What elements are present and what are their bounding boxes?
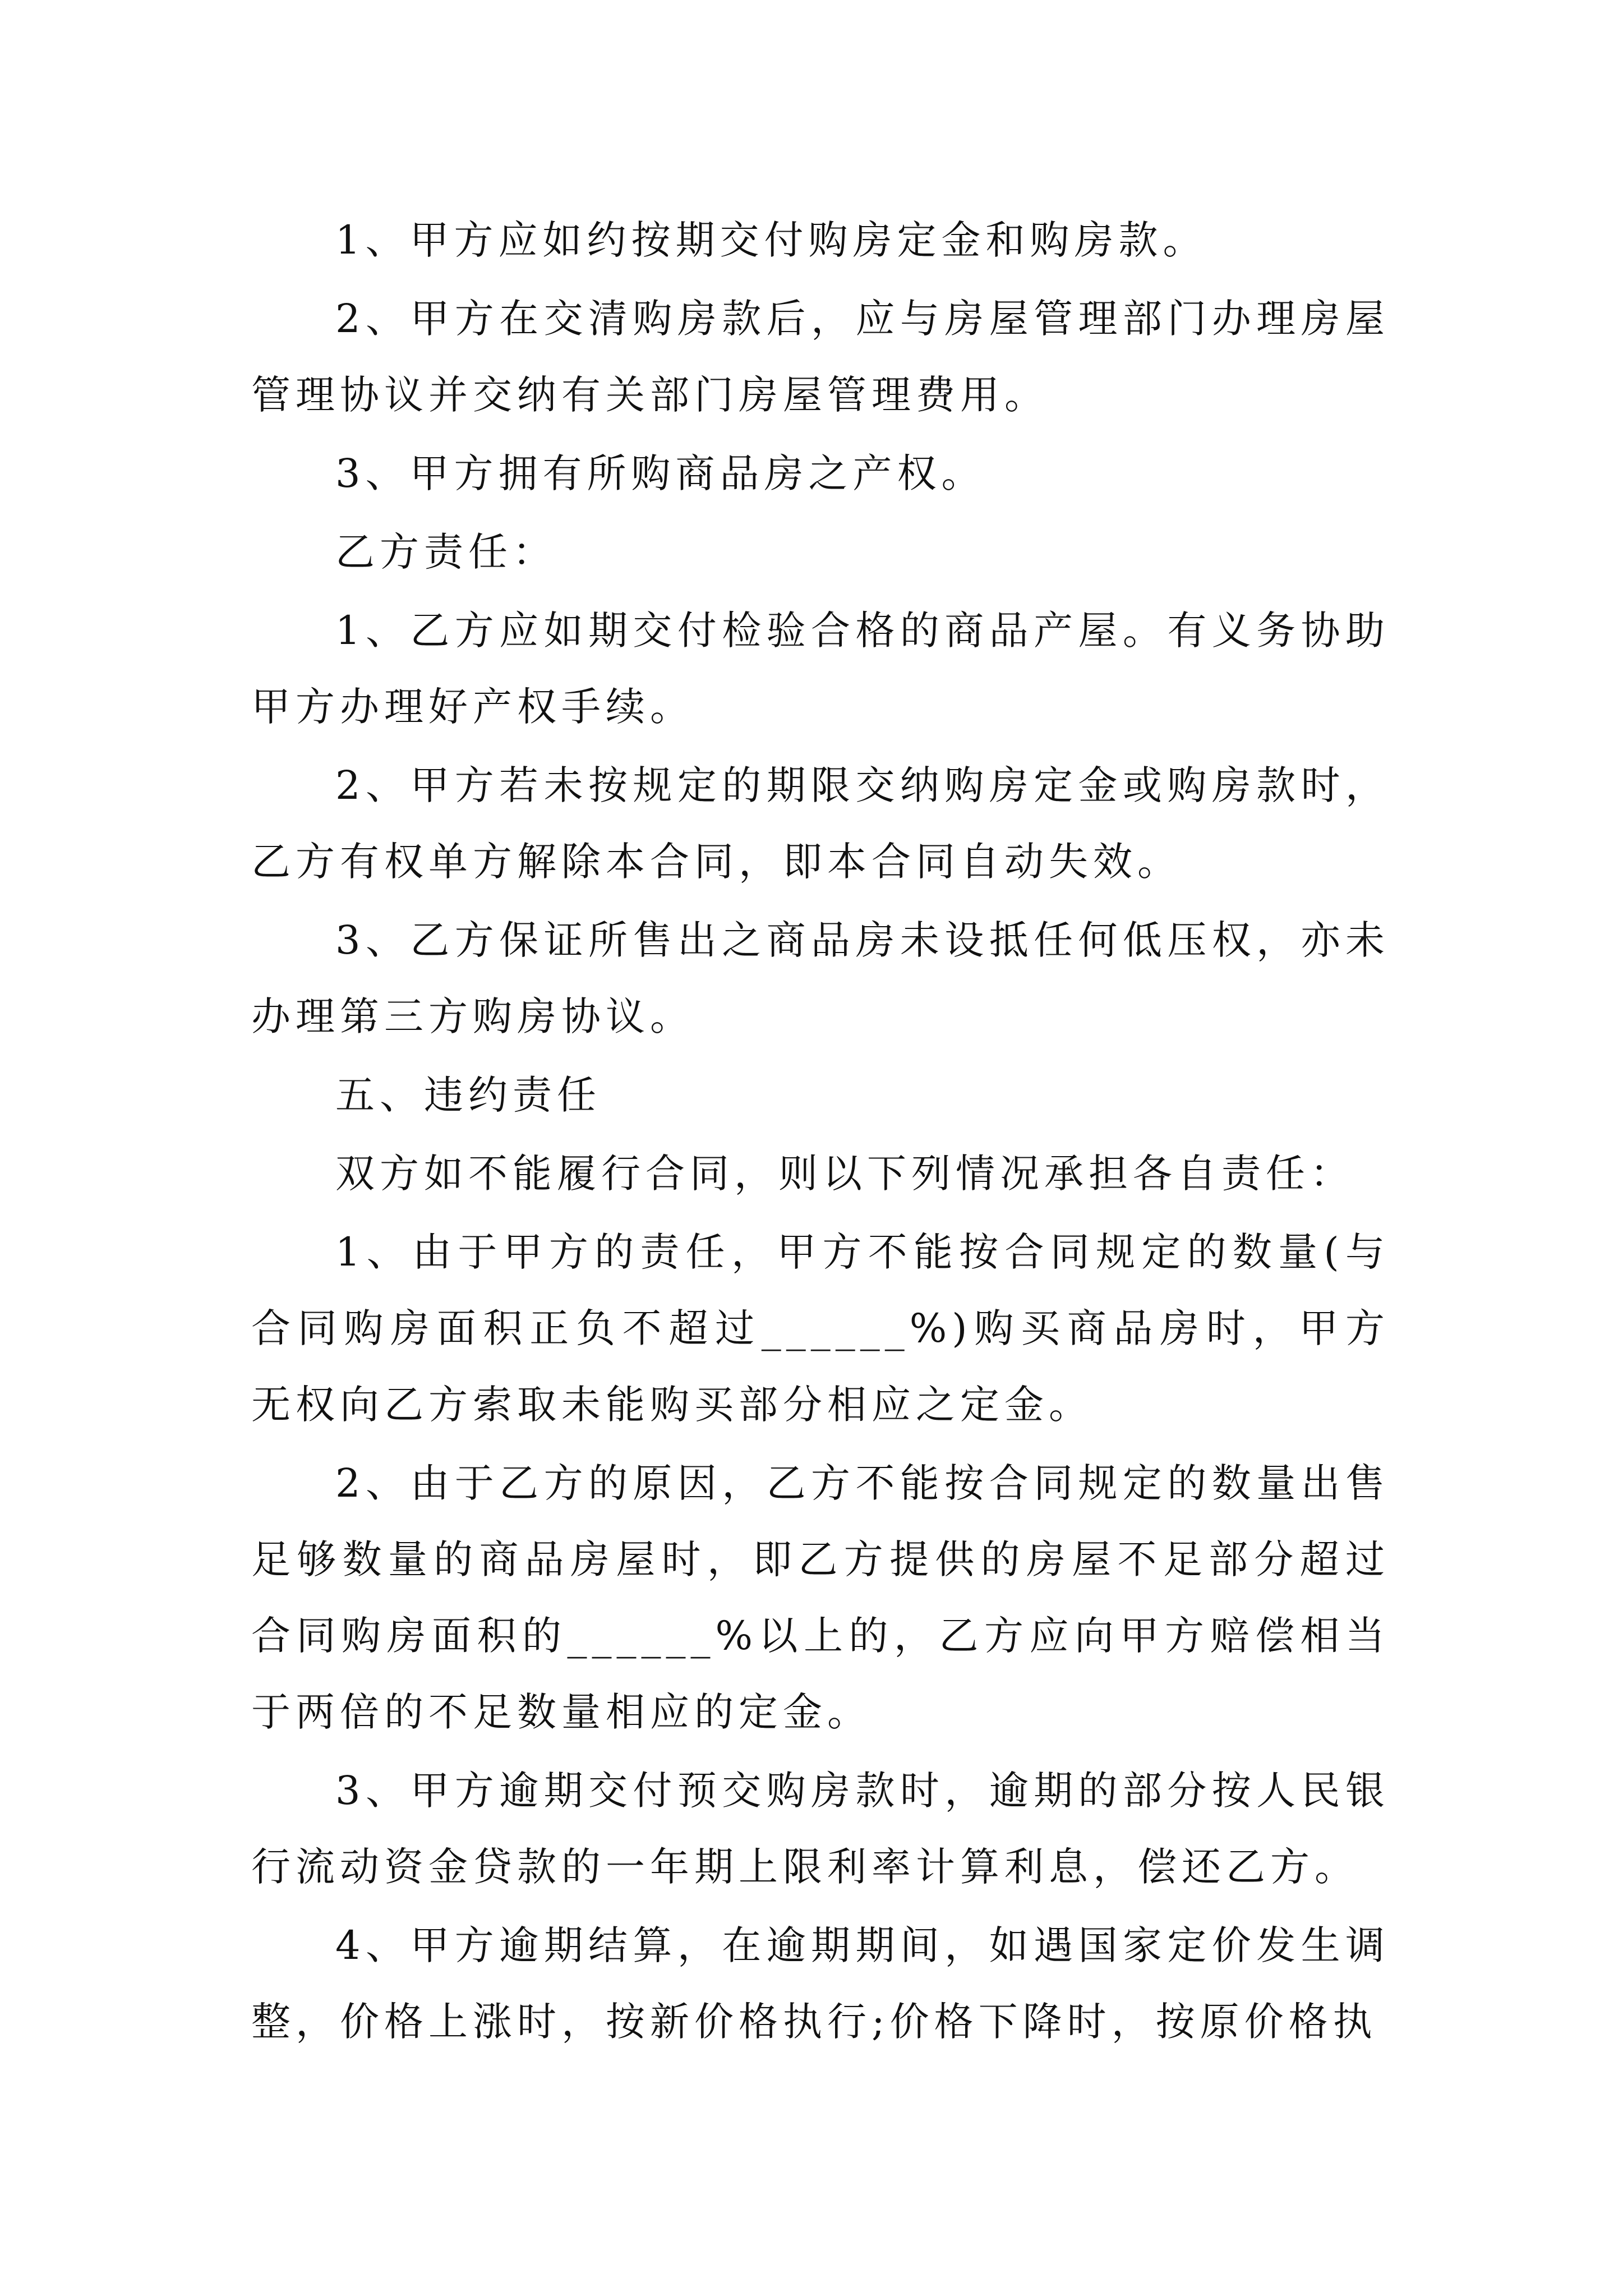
paragraph-seller-duty-3: 3、乙方保证所售出之商品房未设抵任何低压权，亦未办理第三方购房协议。 — [251, 917, 1390, 1039]
paragraph-seller-duty-2: 2、甲方若未按规定的期限交纳购房定金或购房款时，乙方有权单方解除本合同，即本合同自动失效。 — [251, 762, 1390, 885]
paragraph-buyer-duty-1: 1、甲方应如约按期交付购房定金和购房款。 — [335, 217, 1207, 263]
document-body — [251, 202, 1390, 2062]
paragraph-seller-duty-1: 1、乙方应如期交付检验合格的商品产屋。有义务协助甲方办理好产权手续。 — [251, 608, 1390, 730]
paragraph-breach-4: 4、甲方逾期结算，在逾期期间，如遇国家定价发生调整，价格上涨时，按新价格执行;价格下降时，按原价格执 — [251, 1922, 1390, 2045]
paragraph-breach-1: 1、由于甲方的责任，甲方不能按合同规定的数量(与合同购房面积正负不超过______%)购买商品房时，甲方无权向乙方索取未能购买部分相应之定金。 — [251, 1229, 1390, 1428]
paragraph-breach-intro: 双方如不能履行合同，则以下列情况承担各自责任： — [335, 1151, 1354, 1197]
paragraph-buyer-duty-2: 2、甲方在交清购房款后，应与房屋管理部门办理房屋管理协议并交纳有关部门房屋管理费用。 — [251, 296, 1390, 418]
paragraph-buyer-duty-3: 3、甲方拥有所购商品房之产权。 — [335, 450, 986, 496]
paragraph-breach-3: 3、甲方逾期交付预交购房款时，逾期的部分按人民银行流动资金贷款的一年期上限利率计算利息，偿还乙方。 — [251, 1768, 1390, 1890]
heading-breach-liability: 五、违约责任 — [335, 1072, 601, 1118]
paragraph-breach-2: 2、由于乙方的原因，乙方不能按合同规定的数量出售足够数量的商品房屋时，即乙方提供的房屋不足部分超过合同购房面积的______%以上的，乙方应向甲方赔偿相当于两倍的不足数量相应的定金。 — [251, 1460, 1390, 1735]
heading-seller-duties: 乙方责任： — [335, 529, 557, 575]
